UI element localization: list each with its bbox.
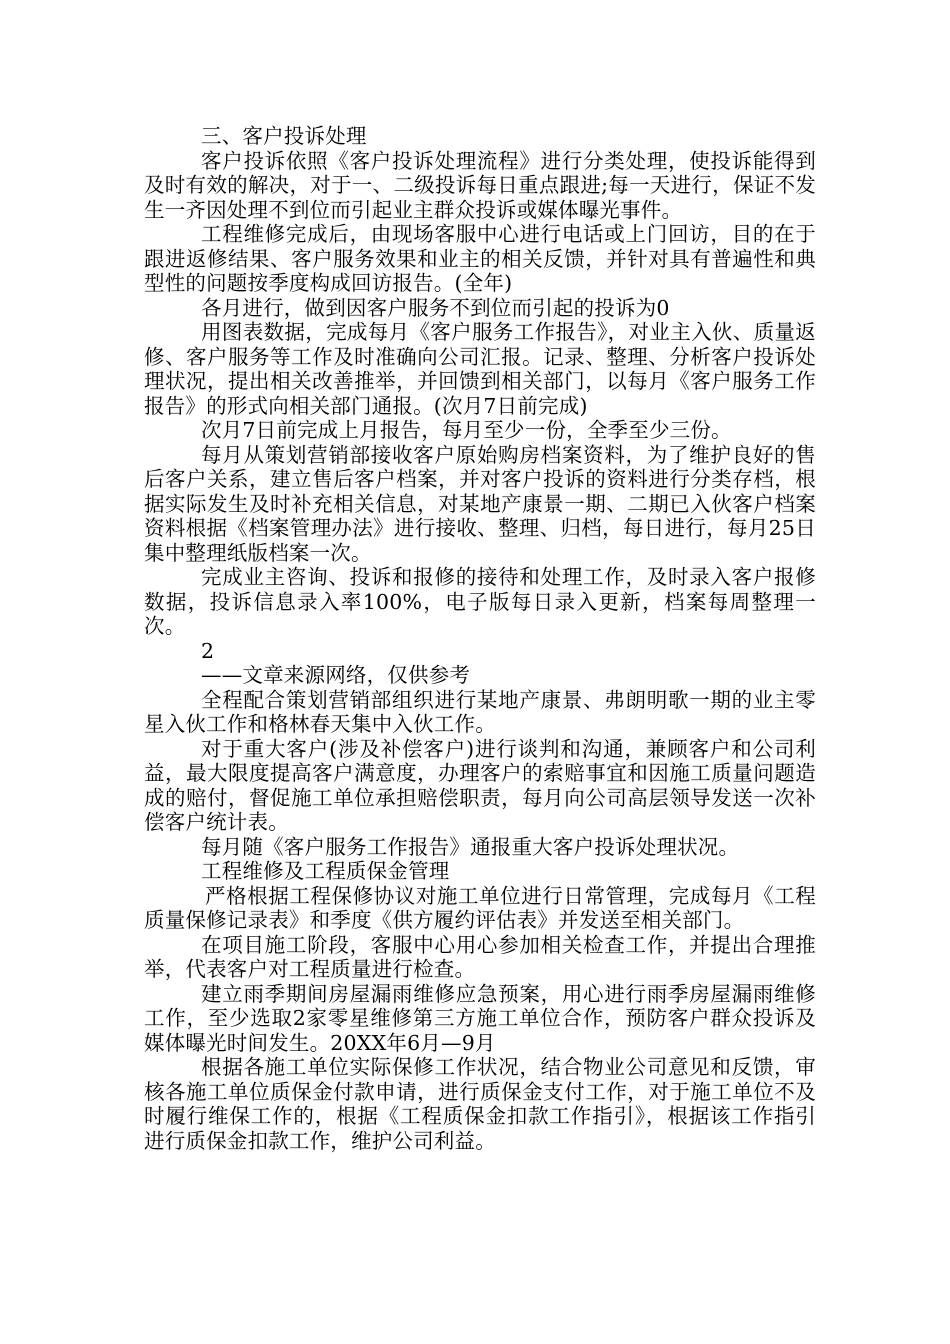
source-note: ——文章来源网络，仅供参考 — [201, 663, 471, 687]
page-number: 2 — [201, 638, 215, 663]
paragraph: 严格根据工程保修协议对施工单位进行日常管理，完成每月《工程质量保修记录表》和季度《供方履约评估表》并发送至相关部门。 — [144, 883, 816, 932]
document-body — [144, 124, 816, 1153]
paragraph: 根据各施工单位实际保修工作状况，结合物业公司意见和反馈，审核各施工单位质保金付款申请，进行质保金支付工作，对于施工单位不及时履行维保工作的，根据《工程质保金扣款工作指引》，根据该工作指引进行质保金扣款工作，维护公司利益。 — [144, 1055, 816, 1153]
paragraph: 次月7日前完成上月报告，每月至少一份，全季至少三份。 — [201, 418, 732, 442]
paragraph: 完成业主咨询、投诉和报修的接待和处理工作，及时录入客户报修数据，投诉信息录入率100%，电子版每日录入更新，档案每周整理一次。 — [144, 565, 816, 638]
subsection-heading: 工程维修及工程质保金管理 — [201, 859, 450, 883]
paragraph: 对于重大客户(涉及补偿客户)进行谈判和沟通，兼顾客户和公司利益，最大限度提高客户满意度，办理客户的索赔事宜和因施工质量问题造成的赔付，督促施工单位承担赔偿职责，每月向公司高层领导发送一次补偿客户统计表。 — [144, 736, 816, 834]
paragraph: 全程配合策划营销部组织进行某地产康景、弗朗明歌一期的业主零星入伙工作和格林春天集中入伙工作。 — [144, 687, 816, 736]
paragraph: 在项目施工阶段，客服中心用心参加相关检查工作，并提出合理推举，代表客户对工程质量进行检查。 — [144, 932, 816, 981]
paragraph: 客户投诉依照《客户投诉处理流程》进行分类处理，使投诉能得到及时有效的解决，对于一、二级投诉每日重点跟进;每一天进行，保证不发生一齐因处理不到位而引起业主群众投诉或媒体曝光事件。 — [144, 148, 816, 222]
paragraph: 建立雨季期间房屋漏雨维修应急预案，用心进行雨季房屋漏雨维修工作，至少选取2家零星维修第三方施工单位合作，预防客户群众投诉及媒体曝光时间发生。20XX年6月—9月 — [144, 981, 816, 1055]
paragraph: 用图表数据，完成每月《客户服务工作报告》，对业主入伙、质量返修、客户服务等工作及时准确向公司汇报。记录、整理、分析客户投诉处理状况，提出相关改善推举，并回馈到相关部门，以每月《客户服务工作报告》的形式向相关部门通报。(次月7日前完成) — [144, 320, 816, 418]
paragraph: 各月进行，做到因客户服务不到位而引起的投诉为0 — [201, 295, 670, 320]
section-heading: 三、客户投诉处理 — [201, 124, 367, 148]
paragraph: 工程维修完成后，由现场客服中心进行电话或上门回访，目的在于跟进返修结果、客户服务效果和业主的相关反馈，并针对具有普遍性和典型性的问题按季度构成回访报告。(全年) — [144, 222, 816, 295]
paragraph: 每月从策划营销部接收客户原始购房档案资料，为了维护良好的售后客户关系，建立售后客户档案，并对客户投诉的资料进行分类存档，根据实际发生及时补充相关信息，对某地产康景一期、二期已入伙客户档案资料根据《档案管理办法》进行接收、整理、归档，每日进行，每月25日集中整理纸版档案一次。 — [144, 442, 816, 565]
paragraph: 每月随《客户服务工作报告》通报重大客户投诉处理状况。 — [201, 834, 740, 859]
